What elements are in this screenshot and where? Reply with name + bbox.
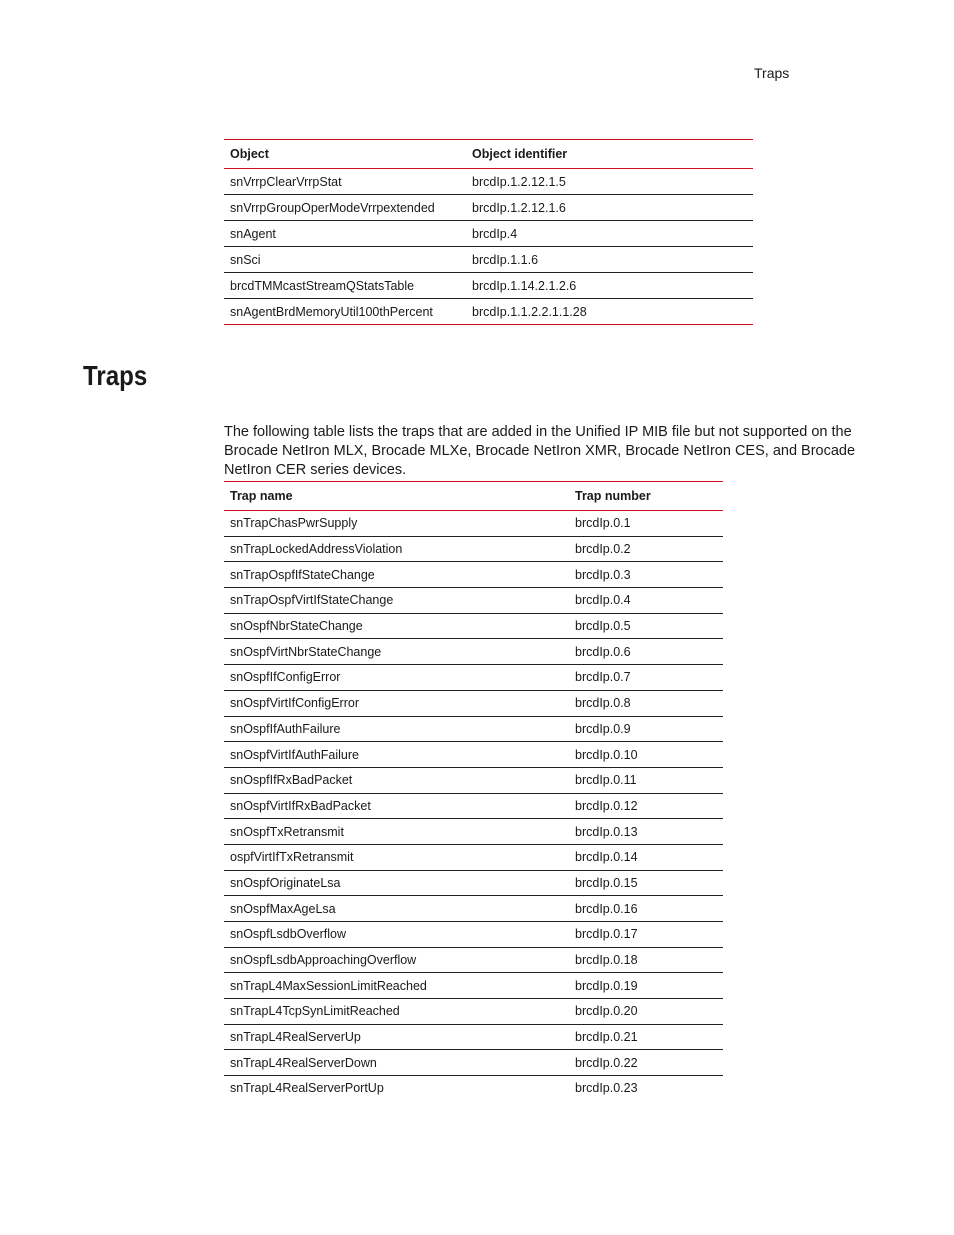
cell-identifier: brcdIp.0.5 xyxy=(569,613,723,639)
table-row xyxy=(224,665,723,691)
table-row xyxy=(224,536,723,562)
traps-table xyxy=(224,481,723,1101)
cell-name: snOspfVirtIfConfigError xyxy=(224,690,569,716)
cell-name: snTrapL4RealServerPortUp xyxy=(230,1081,384,1096)
cell-identifier: brcdIp.0.7 xyxy=(569,665,723,691)
cell-identifier: brcdIp.0.12 xyxy=(569,793,723,819)
cell-identifier: brcdIp.1.1.6 xyxy=(466,247,753,273)
cell-name: snSci xyxy=(224,247,466,273)
table-row xyxy=(224,716,723,742)
table-row xyxy=(224,273,753,299)
cell-identifier: brcdIp.4 xyxy=(466,221,753,247)
table-row xyxy=(224,195,753,221)
table-row xyxy=(224,169,753,195)
cell-identifier: brcdIp.0.18 xyxy=(569,947,723,973)
cell-name: snTrapL4TcpSynLimitReached xyxy=(224,999,569,1025)
cell-identifier: brcdIp.0.16 xyxy=(569,896,723,922)
cell-identifier: brcdIp.0.9 xyxy=(569,716,723,742)
cell-name: snAgent xyxy=(224,221,466,247)
cell-identifier: brcdIp.1.14.2.1.2.6 xyxy=(466,273,753,299)
cell-name: snOspfVirtIfAuthFailure xyxy=(224,742,569,768)
table-row xyxy=(224,999,723,1025)
cell-identifier: brcdIp.0.8 xyxy=(569,690,723,716)
running-header: Traps xyxy=(754,65,790,81)
table-row xyxy=(224,562,723,588)
table-row xyxy=(224,511,723,537)
cell-identifier: brcdIp.0.3 xyxy=(569,562,723,588)
cell-name: snTrapOspfIfStateChange xyxy=(224,562,569,588)
intro-paragraph: The following table lists the traps that are added in the Unified IP MIB file but not supported on the Brocade NetIron MLX, Brocade MLXe, Brocade NetIron XMR, Brocade NetIron CES, and Brocade NetIron CER series devices. xyxy=(224,423,856,478)
table-row xyxy=(224,639,723,665)
table-row xyxy=(224,1050,723,1076)
cell-name: snTrapL4RealServerDown xyxy=(224,1050,569,1076)
section-title: Traps xyxy=(83,360,148,391)
column-header-object: Object xyxy=(224,140,466,169)
table-row xyxy=(224,247,753,273)
cell-name: snOspfIfRxBadPacket xyxy=(224,767,569,793)
table-row xyxy=(224,922,723,948)
table-row xyxy=(224,793,723,819)
table-row xyxy=(224,1076,723,1101)
column-header-object-identifier: Object identifier xyxy=(466,140,753,169)
cell-identifier: brcdIp.0.15 xyxy=(569,870,723,896)
cell-name: snVrrpGroupOperModeVrrpextended xyxy=(224,195,466,221)
cell-identifier: brcdIp.0.1 xyxy=(569,511,723,537)
cell-identifier: brcdIp.0.11 xyxy=(569,767,723,793)
cell-name: snVrrpClearVrrpStat xyxy=(224,169,466,195)
cell-identifier: brcdIp.0.2 xyxy=(569,536,723,562)
cell-identifier: brcdIp.0.14 xyxy=(569,844,723,870)
cell-identifier: brcdIp.0.19 xyxy=(569,973,723,999)
table-row xyxy=(224,767,723,793)
table-header-row xyxy=(224,482,723,511)
table-row xyxy=(224,947,723,973)
cell-name: snOspfLsdbOverflow xyxy=(224,922,569,948)
table-row xyxy=(224,973,723,999)
cell-name: snOspfLsdbApproachingOverflow xyxy=(224,947,569,973)
cell-identifier: brcdIp.0.4 xyxy=(569,588,723,614)
cell-name: snTrapLockedAddressViolation xyxy=(224,536,569,562)
cell-name: snTrapChasPwrSupply xyxy=(224,511,569,537)
cell-name: snOspfIfConfigError xyxy=(224,665,569,691)
cell-identifier: brcdIp.1.2.12.1.5 xyxy=(466,169,753,195)
cell-name: snAgentBrdMemoryUtil100thPercent xyxy=(224,299,466,325)
cell-identifier: brcdIp.0.22 xyxy=(569,1050,723,1076)
cell-name: snTrapOspfVirtIfStateChange xyxy=(224,588,569,614)
cell-name: snOspfIfAuthFailure xyxy=(224,716,569,742)
trap-table-body xyxy=(224,511,723,1101)
table-row xyxy=(224,844,723,870)
object-table-body xyxy=(224,169,753,325)
cell-identifier: brcdIp.1.2.12.1.6 xyxy=(466,195,753,221)
cell-name: snOspfVirtNbrStateChange xyxy=(224,639,569,665)
cell-identifier: brcdIp.0.6 xyxy=(569,639,723,665)
cell-name: snTrapL4RealServerUp xyxy=(224,1024,569,1050)
table-row xyxy=(224,870,723,896)
cell-identifier: brcdIp.0.21 xyxy=(569,1024,723,1050)
cell-name: snOspfVirtIfRxBadPacket xyxy=(224,793,569,819)
table-row xyxy=(224,299,753,325)
table-row xyxy=(224,819,723,845)
cell-name: snOspfTxRetransmit xyxy=(224,819,569,845)
cell-name: snOspfOriginateLsa xyxy=(224,870,569,896)
object-identifier-table xyxy=(224,139,753,325)
table-row xyxy=(224,221,753,247)
cell-identifier: brcdIp.1.1.2.2.1.1.28 xyxy=(466,299,753,325)
table-header-row xyxy=(224,140,753,169)
cell-name: snOspfMaxAgeLsa xyxy=(224,896,569,922)
cell-identifier: brcdIp.0.23 xyxy=(575,1081,638,1096)
table-row xyxy=(224,896,723,922)
cell-name: ospfVirtIfTxRetransmit xyxy=(224,844,569,870)
cell-identifier: brcdIp.0.17 xyxy=(569,922,723,948)
cell-name: snTrapL4MaxSessionLimitReached xyxy=(224,973,569,999)
column-header-trap-number: Trap number xyxy=(569,482,723,511)
column-header-trap-name: Trap name xyxy=(224,482,569,511)
table-row xyxy=(224,613,723,639)
cell-name: brcdTMMcastStreamQStatsTable xyxy=(224,273,466,299)
cell-identifier: brcdIp.0.10 xyxy=(569,742,723,768)
table-row xyxy=(224,742,723,768)
cell-identifier: brcdIp.0.20 xyxy=(569,999,723,1025)
table-row xyxy=(224,690,723,716)
table-row xyxy=(224,588,723,614)
cell-identifier: brcdIp.0.13 xyxy=(569,819,723,845)
table-row xyxy=(224,1024,723,1050)
cell-name: snOspfNbrStateChange xyxy=(224,613,569,639)
